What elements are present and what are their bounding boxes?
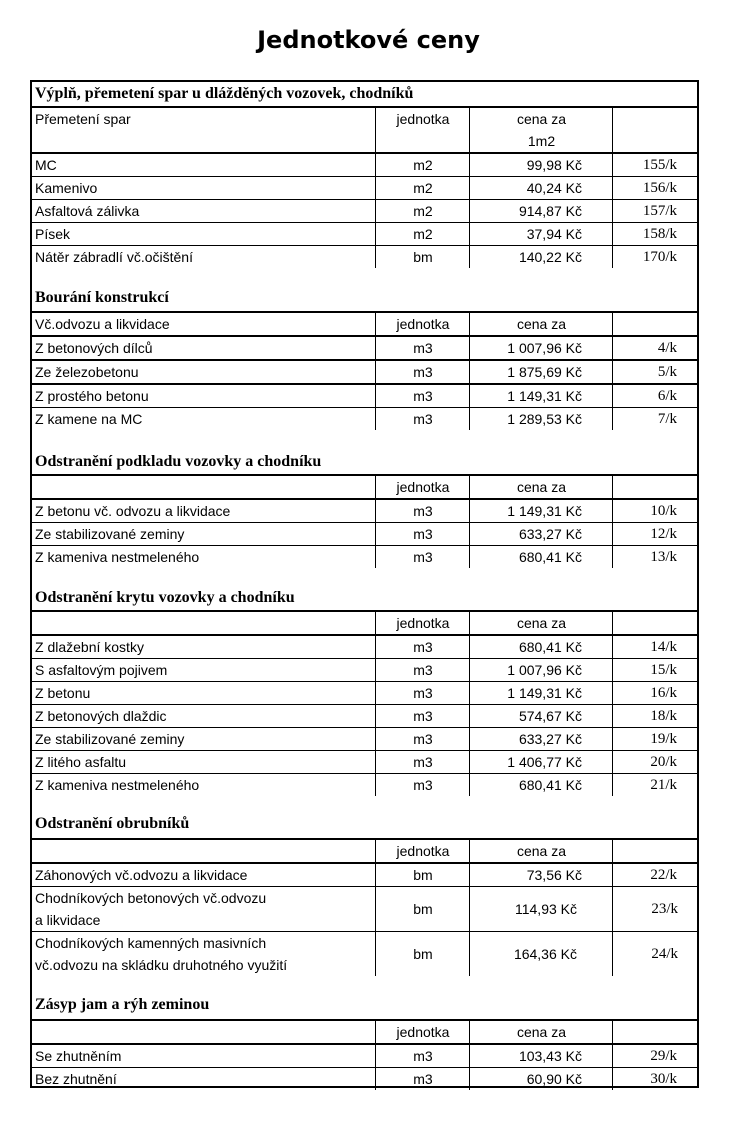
row-code: 4/k <box>612 337 697 359</box>
table-row <box>32 862 697 886</box>
row-price: 37,94 Kč <box>469 223 612 245</box>
row-price-value: 114,93 Kč <box>514 901 577 917</box>
table-header-row <box>32 474 697 498</box>
header-code <box>612 476 698 498</box>
table <box>32 610 697 796</box>
row-name: Z betonu <box>35 685 91 701</box>
table-row <box>32 750 697 773</box>
row-price: 633,27 Kč <box>469 523 612 545</box>
row-unit: m3 <box>375 1068 470 1090</box>
row-price: 1 007,96 Kč <box>469 337 612 359</box>
row-price: 140,22 Kč <box>469 246 612 268</box>
row-code: 18/k <box>612 705 697 727</box>
row-code: 14/k <box>612 636 697 658</box>
header-unit: jednotka <box>375 612 470 634</box>
header-unit: jednotka <box>375 313 470 335</box>
table-row <box>32 335 697 359</box>
table-header-row <box>32 1019 697 1043</box>
header-name: Přemetení spar <box>35 111 131 127</box>
table-row <box>32 931 697 976</box>
table <box>32 106 697 268</box>
row-code: 20/k <box>612 751 697 773</box>
header-name: Vč.odvozu a likvidace <box>35 316 170 332</box>
row-code: 158/k <box>612 223 697 245</box>
row-unit-value: bm <box>413 946 433 962</box>
row-name: Ze železobetonu <box>35 364 139 380</box>
table-row <box>32 383 697 407</box>
row-price: 680,41 Kč <box>469 546 612 568</box>
row-code: 12/k <box>612 523 697 545</box>
row-name <box>35 932 375 976</box>
row-name-line2: a likvidace <box>35 912 101 928</box>
row-code: 22/k <box>612 864 697 886</box>
row-code: 7/k <box>612 408 697 430</box>
header-code <box>612 313 698 335</box>
header-name <box>35 1021 375 1043</box>
row-unit <box>375 932 470 976</box>
row-name: Z betonových dílců <box>35 340 153 356</box>
row-name: Z dlažební kostky <box>35 639 144 655</box>
header-code <box>612 840 698 862</box>
row-price: 1 289,53 Kč <box>469 408 612 430</box>
row-price: 1 007,96 Kč <box>469 659 612 681</box>
row-name <box>35 887 375 931</box>
table-row <box>32 199 697 222</box>
row-code: 13/k <box>612 546 697 568</box>
header-code <box>612 1021 698 1043</box>
row-code: 30/k <box>612 1068 697 1090</box>
row-unit: m3 <box>375 523 470 545</box>
row-price: 1 149,31 Kč <box>469 682 612 704</box>
header-price <box>469 108 613 152</box>
row-name: MC <box>35 157 57 173</box>
row-price: 40,24 Kč <box>469 177 612 199</box>
row-name: S asfaltovým pojivem <box>35 662 168 678</box>
row-unit: m3 <box>375 337 470 359</box>
row-code-value: 23/k <box>651 901 678 917</box>
row-unit: m3 <box>375 659 470 681</box>
row-unit: m2 <box>375 154 470 176</box>
row-code: 21/k <box>612 774 697 796</box>
table-row <box>32 407 697 430</box>
header-name <box>35 476 375 498</box>
row-price: 1 149,31 Kč <box>469 500 612 522</box>
table <box>32 1019 697 1090</box>
header-price: cena za <box>469 313 613 335</box>
table <box>32 838 697 976</box>
row-name-line2: vč.odvozu na skládku druhotného využití <box>35 957 288 973</box>
table-row <box>32 152 697 176</box>
row-price: 633,27 Kč <box>469 728 612 750</box>
table-row <box>32 658 697 681</box>
row-name: Bez zhutnění <box>35 1071 117 1087</box>
header-name <box>35 612 375 634</box>
row-price-value: 164,36 Kč <box>513 946 577 962</box>
row-name: Asfaltová zálivka <box>35 203 140 219</box>
table-row <box>32 1043 697 1067</box>
row-name: Z kameniva nestmeleného <box>35 549 200 565</box>
row-price <box>469 887 613 931</box>
row-code: 5/k <box>612 361 697 383</box>
row-unit: m2 <box>375 200 470 222</box>
row-name: Z kameniva nestmeleného <box>35 777 200 793</box>
row-name: Se zhutněním <box>35 1048 122 1064</box>
table-row <box>32 634 697 658</box>
row-name: Z betonu vč. odvozu a likvidace <box>35 503 231 519</box>
header-unit: jednotka <box>375 108 470 152</box>
row-code: 10/k <box>612 500 697 522</box>
page-title: Jednotkové ceny <box>257 26 480 54</box>
row-code: 16/k <box>612 682 697 704</box>
table-header-row <box>32 311 697 335</box>
table-row <box>32 773 697 796</box>
table-header-row <box>32 610 697 634</box>
table-row <box>32 1067 697 1090</box>
header-unit: jednotka <box>375 840 470 862</box>
row-price: 103,43 Kč <box>469 1045 612 1067</box>
row-name: Kamenivo <box>35 180 98 196</box>
section-heading: Bourání konstrukcí <box>35 289 169 306</box>
row-name: Ze stabilizované zeminy <box>35 526 185 542</box>
row-code: 170/k <box>612 246 697 268</box>
row-name: Ze stabilizované zeminy <box>35 731 185 747</box>
row-name: Písek <box>35 226 71 242</box>
row-price: 680,41 Kč <box>469 774 612 796</box>
row-price: 574,67 Kč <box>469 705 612 727</box>
table <box>32 311 697 430</box>
row-name-line1: Chodníkových betonových vč.odvozu <box>35 890 267 906</box>
row-price: 73,56 Kč <box>469 864 612 886</box>
header-code <box>612 108 698 152</box>
row-name-line1: Chodníkových kamenných masivních <box>35 935 267 951</box>
row-code-value: 24/k <box>651 946 678 962</box>
row-unit: m3 <box>375 728 470 750</box>
row-price: 914,87 Kč <box>469 200 612 222</box>
row-name: Z prostého betonu <box>35 388 149 404</box>
row-unit: m3 <box>375 774 470 796</box>
header-unit: jednotka <box>375 1021 470 1043</box>
table-row <box>32 727 697 750</box>
row-price: 60,90 Kč <box>469 1068 612 1090</box>
row-unit: m3 <box>375 361 470 383</box>
row-unit: m3 <box>375 751 470 773</box>
row-unit: m2 <box>375 177 470 199</box>
row-unit: m3 <box>375 546 470 568</box>
row-unit: m3 <box>375 705 470 727</box>
section-heading: Odstranění krytu vozovky a chodníku <box>35 589 295 606</box>
table-row <box>32 545 697 568</box>
header-price-line2: 1m2 <box>527 133 556 149</box>
header-unit: jednotka <box>375 476 470 498</box>
table-row <box>32 886 697 931</box>
table <box>32 474 697 568</box>
row-price: 1 406,77 Kč <box>469 751 612 773</box>
row-price: 1 875,69 Kč <box>469 361 612 383</box>
row-code: 29/k <box>612 1045 697 1067</box>
row-unit <box>375 887 470 931</box>
row-name: Z kamene na MC <box>35 411 143 427</box>
table-row <box>32 176 697 199</box>
table-header-row <box>32 106 697 152</box>
row-name: Záhonových vč.odvozu a likvidace <box>35 867 248 883</box>
row-unit: m3 <box>375 636 470 658</box>
table-row <box>32 681 697 704</box>
section-heading: Zásyp jam a rýh zeminou <box>35 996 210 1013</box>
table-row <box>32 498 697 522</box>
table-row <box>32 704 697 727</box>
header-price-line1: cena za <box>516 111 567 127</box>
row-code: 155/k <box>612 154 697 176</box>
row-code <box>612 932 698 976</box>
section-heading: Odstranění obrubníků <box>35 815 190 832</box>
row-name: Z litého asfaltu <box>35 754 127 770</box>
header-name <box>35 840 375 862</box>
row-price: 99,98 Kč <box>469 154 612 176</box>
row-unit: m2 <box>375 223 470 245</box>
row-unit: m3 <box>375 500 470 522</box>
table-row <box>32 222 697 245</box>
header-price: cena za <box>469 840 613 862</box>
table-header-row <box>32 838 697 862</box>
row-code <box>612 887 698 931</box>
row-unit: bm <box>375 246 470 268</box>
row-unit: m3 <box>375 1045 470 1067</box>
row-code: 19/k <box>612 728 697 750</box>
row-code: 156/k <box>612 177 697 199</box>
row-code: 6/k <box>612 385 697 407</box>
header-price: cena za <box>469 476 613 498</box>
section-heading: Výplň, přemetení spar u dlážděných vozovek, chodníků <box>35 85 414 102</box>
row-unit: m3 <box>375 682 470 704</box>
row-unit-value: bm <box>413 901 433 917</box>
row-price: 680,41 Kč <box>469 636 612 658</box>
table-row <box>32 245 697 268</box>
price-sheet <box>30 80 699 1088</box>
row-name: Z betonových dlaždic <box>35 708 167 724</box>
header-price: cena za <box>469 1021 613 1043</box>
row-name: Nátěr zábradlí vč.očištění <box>35 249 193 265</box>
row-price: 1 149,31 Kč <box>469 385 612 407</box>
row-price <box>469 932 613 976</box>
table-row <box>32 522 697 545</box>
row-unit: m3 <box>375 385 470 407</box>
row-unit: bm <box>375 864 470 886</box>
row-code: 15/k <box>612 659 697 681</box>
row-unit: m3 <box>375 408 470 430</box>
header-code <box>612 612 698 634</box>
row-code: 157/k <box>612 200 697 222</box>
section-heading: Odstranění podkladu vozovky a chodníku <box>35 453 322 470</box>
table-row <box>32 359 697 383</box>
header-price: cena za <box>469 612 613 634</box>
